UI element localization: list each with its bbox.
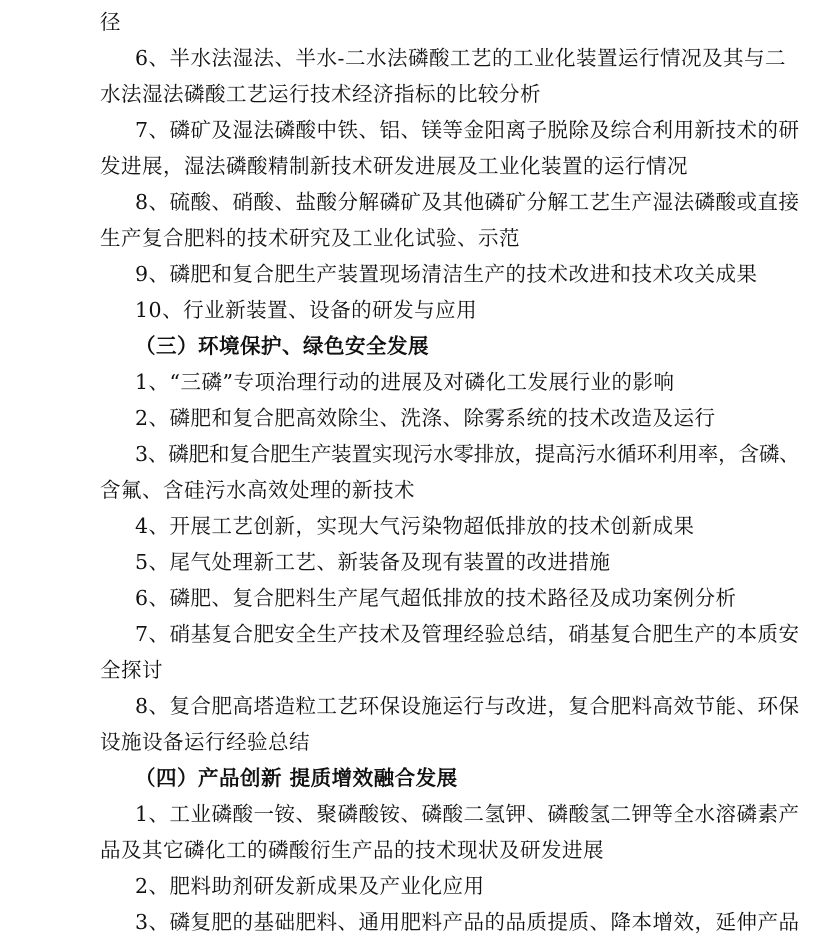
text-line: 3、磷复肥的基础肥料、通用肥料产品的品质提质、降本增效，延伸产品: [135, 910, 800, 934]
section-heading: （三）环境保护、绿色安全发展: [135, 334, 429, 358]
text-line: 品及其它磷化工的磷酸衍生产品的技术现状及研发进展: [100, 838, 604, 862]
text-line: 发进展，湿法磷酸精制新技术研发进展及工业化装置的运行情况: [100, 154, 688, 178]
section-heading: （四）产品创新 提质增效融合发展: [135, 766, 458, 790]
text-line: 2、肥料助剂研发新成果及产业化应用: [135, 874, 485, 898]
text-line: 全探讨: [100, 658, 163, 682]
text-line: 8、复合肥高塔造粒工艺环保设施运行与改进，复合肥料高效节能、环保: [135, 694, 800, 718]
text-line: 4、开展工艺创新，实现大气污染物超低排放的技术创新成果: [135, 514, 695, 538]
text-line: 含氟、含硅污水高效处理的新技术: [100, 478, 415, 502]
text-line: 7、磷矿及湿法磷酸中铁、铝、镁等金阳离子脱除及综合利用新技术的研: [135, 118, 800, 142]
text-line: 2、磷肥和复合肥高效除尘、洗涤、除雾系统的技术改造及运行: [135, 406, 716, 430]
text-line: 8、硫酸、硝酸、盐酸分解磷矿及其他磷矿分解工艺生产湿法磷酸或直接: [135, 190, 800, 214]
text-line: 水法湿法磷酸工艺运行技术经济指标的比较分析: [100, 82, 541, 106]
text-line: 5、尾气处理新工艺、新装备及现有装置的改进措施: [135, 550, 611, 574]
text-line: 径: [100, 10, 121, 34]
text-line: 3、磷肥和复合肥生产装置实现污水零排放，提高污水循环利用率，含磷、: [135, 442, 800, 466]
text-line: 生产复合肥料的技术研究及工业化试验、示范: [100, 226, 520, 250]
text-line: 10、行业新装置、设备的研发与应用: [135, 298, 478, 322]
text-line: 1、“三磷”专项治理行动的进展及对磷化工发展行业的影响: [135, 370, 675, 394]
text-line: 设施设备运行经验总结: [100, 730, 310, 754]
text-line: 9、磷肥和复合肥生产装置现场清洁生产的技术改进和技术攻关成果: [135, 262, 758, 286]
text-line: 7、硝基复合肥安全生产技术及管理经验总结，硝基复合肥生产的本质安: [135, 622, 800, 646]
text-line: 6、半水法湿法、半水-二水法磷酸工艺的工业化装置运行情况及其与二: [135, 46, 786, 70]
text-line: 1、工业磷酸一铵、聚磷酸铵、磷酸二氢钾、磷酸氢二钾等全水溶磷素产: [135, 802, 800, 826]
text-line: 6、磷肥、复合肥料生产尾气超低排放的技术路径及成功案例分析: [135, 586, 737, 610]
